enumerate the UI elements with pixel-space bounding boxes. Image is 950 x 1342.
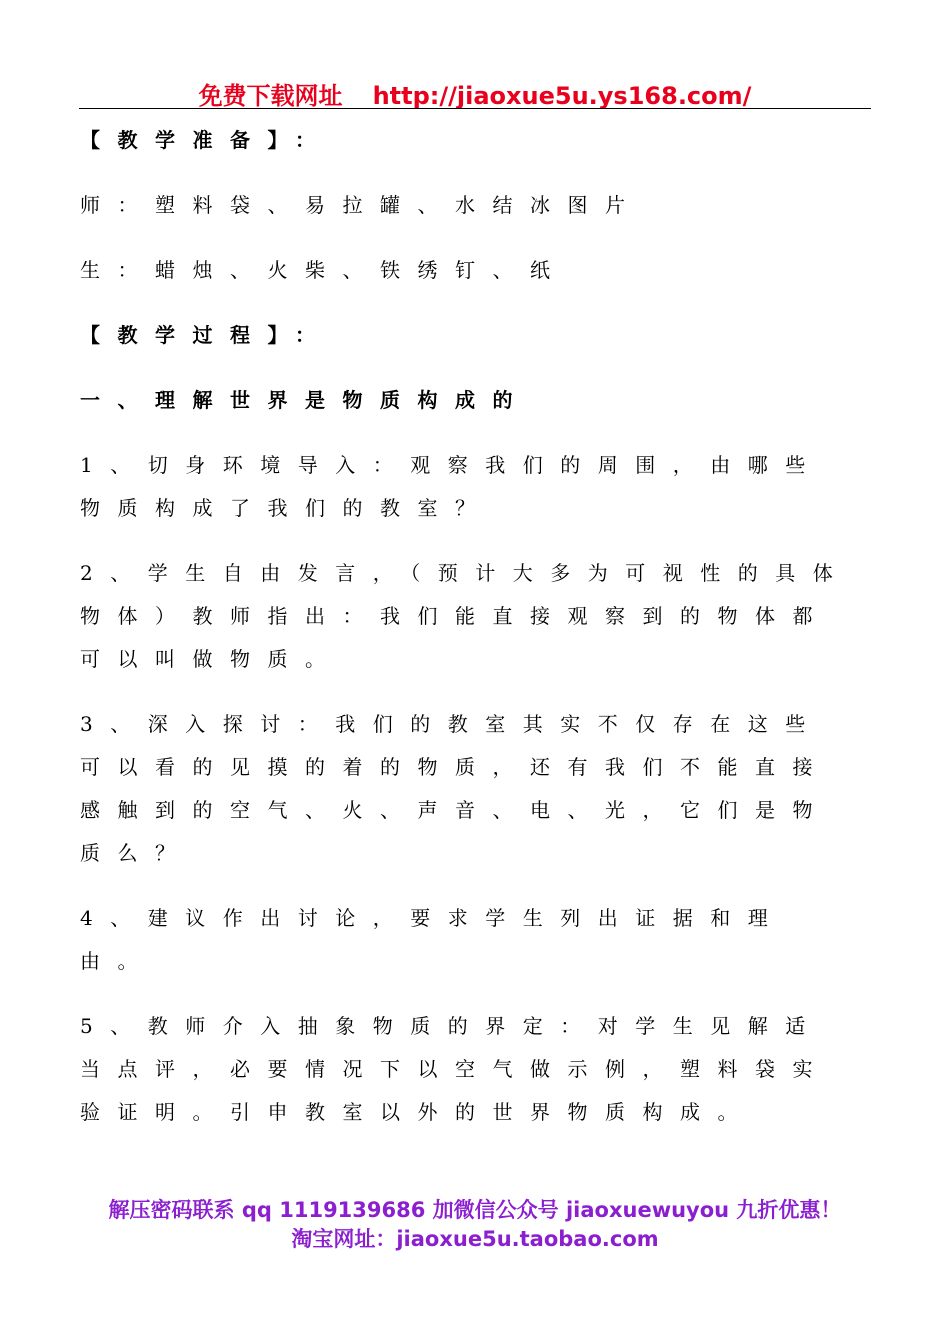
list-item: 4、建议作出讨论，要求学生列出证据和理由。 <box>80 906 786 973</box>
section-title: 一、理解世界是物质构成的 <box>80 388 530 412</box>
process-heading: 【教学过程】： <box>80 323 333 347</box>
list-item: 3、深入探讨：我们的教室其实不仅存在这些可以看的见摸的着的物质，还有我们不能直接感触到的空气、火、声音、电、光，它们是物质么？ <box>80 712 830 865</box>
document-body <box>80 119 860 1156</box>
student-materials: 生：蜡烛、火柴、铁绣钉、纸 <box>80 258 568 282</box>
header-url-link[interactable]: http://jiaoxue5u.ys168.com/ <box>372 82 752 110</box>
header-divider <box>79 108 871 109</box>
list-item: 1、切身环境导入：观察我们的周围，由哪些物质构成了我们的教室？ <box>80 453 823 520</box>
page-footer <box>0 1195 950 1253</box>
teacher-materials: 师：塑料袋、易拉罐、水结冰图片 <box>80 193 643 217</box>
page-header <box>0 76 950 111</box>
list-item: 2、学生自由发言，（预计大多为可视性的具体物体）教师指出：我们能直接观察到的物体都可以叫做物质。 <box>80 561 851 671</box>
list-item: 5、教师介入抽象物质的界定：对学生见解适当点评，必要情况下以空气做示例，塑料袋实验证明。引申教室以外的世界物质构成。 <box>80 1014 830 1124</box>
footer-shop-link[interactable]: 淘宝网址：jiaoxue5u.taobao.com <box>291 1227 659 1251</box>
header-label: 免费下载网址 <box>198 82 343 110</box>
footer-contact: 解压密码联系 qq 1119139686 加微信公众号 jiaoxuewuyou 九折优惠！ <box>108 1198 842 1222</box>
prep-heading: 【教学准备】： <box>80 128 333 152</box>
